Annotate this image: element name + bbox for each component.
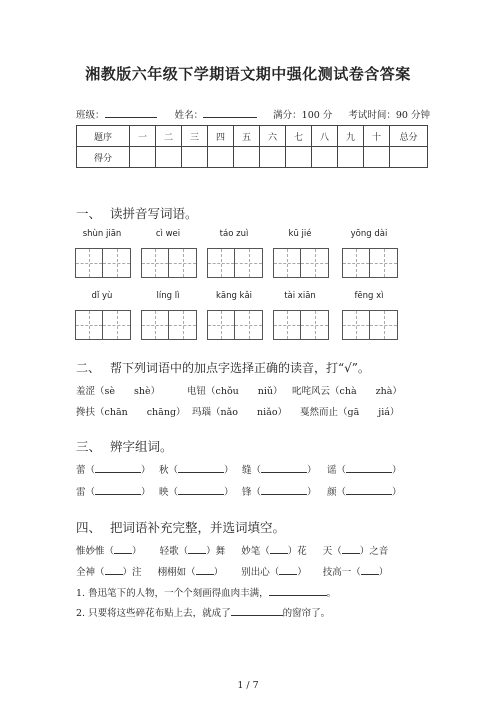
score-header-row — [77, 126, 428, 147]
pinyin-label: táo zuì — [219, 229, 249, 239]
score-cell[interactable] — [260, 147, 286, 168]
score-header-cell: 四 — [208, 126, 234, 147]
score-value-row — [77, 147, 428, 168]
score-cell[interactable] — [234, 147, 260, 168]
score-table — [76, 125, 428, 168]
idiom-row — [76, 543, 388, 557]
writing-grid[interactable] — [141, 310, 197, 340]
idiom-item[interactable]: 别出心（ ） — [241, 567, 307, 578]
exam-info — [76, 107, 430, 121]
fill-sentence-2[interactable]: 2. 只要将这些碎花布贴上去，就成了 的窗帘了。 — [76, 608, 331, 619]
writing-grid[interactable] — [207, 310, 263, 340]
idiom-item[interactable]: 轻歌（ ）舞 — [159, 546, 226, 557]
writing-grid[interactable] — [141, 248, 197, 278]
score-header-cell: 十 — [364, 126, 390, 147]
score-cell[interactable] — [208, 147, 234, 168]
section-3-heading: 三、 辨字组词。 — [76, 439, 173, 454]
reading-choice-item[interactable]: 玛瑙（nǎo niǎo） — [192, 407, 288, 418]
score-cell[interactable] — [390, 147, 428, 168]
score-cell[interactable] — [156, 147, 182, 168]
word-group-item[interactable]: 锋（ ） — [242, 487, 317, 498]
score-cell[interactable] — [286, 147, 312, 168]
idiom-item[interactable]: 全神（ ）注 — [76, 567, 142, 578]
word-group-item[interactable]: 映（ ） — [159, 487, 234, 498]
word-group-item[interactable]: 缝（ ） — [242, 465, 317, 476]
score-cell[interactable] — [312, 147, 338, 168]
score-row-label: 得分 — [77, 147, 130, 168]
idiom-item[interactable]: 技高一（ ） — [322, 567, 389, 578]
class-label: 班级： — [76, 110, 105, 121]
score-header-cell: 一 — [130, 126, 156, 147]
pinyin-row-2 — [66, 291, 426, 351]
pinyin-label: fēng xì — [354, 291, 384, 301]
name-blank — [203, 108, 257, 118]
writing-grid[interactable] — [207, 248, 263, 278]
score-cell[interactable] — [130, 147, 156, 168]
reading-choice-item[interactable]: 搀扶（chān chāng） — [76, 407, 186, 418]
score-header-cell: 总分 — [390, 126, 428, 147]
reading-choice-item[interactable]: 戛然而止（gā jiá） — [300, 407, 400, 418]
word-group-item[interactable]: 谣（ ） — [327, 465, 402, 476]
pinyin-label: shùn jiān — [82, 229, 122, 239]
exam-time: 考试时间：90 分钟 — [348, 110, 430, 121]
score-cell[interactable] — [338, 147, 364, 168]
score-header-cell: 八 — [312, 126, 338, 147]
class-blank — [105, 108, 157, 118]
section-2-heading: 二、 帮下列词语中的加点字选择正确的读音，打“√”。 — [76, 361, 370, 375]
word-group-row — [76, 462, 416, 476]
writing-grid[interactable] — [342, 248, 398, 278]
word-group-item[interactable]: 颜（ ） — [327, 487, 402, 498]
page-title: 湘教版六年级下学期语文期中强化测试卷含答案 — [85, 65, 411, 83]
reading-choice-item[interactable]: 电钮（chǒu niǔ） — [187, 386, 283, 397]
section-4-heading: 四、 把词语补充完整，并选词填空。 — [76, 520, 286, 535]
score-cell[interactable] — [182, 147, 208, 168]
writing-grid[interactable] — [273, 310, 329, 340]
pinyin-label: cì wei — [155, 229, 181, 239]
idiom-item[interactable]: 惟妙惟（ ） — [76, 546, 142, 557]
pinyin-row-1 — [66, 229, 426, 289]
pinyin-label: líng lì — [156, 291, 180, 301]
score-header-cell: 三 — [182, 126, 208, 147]
reading-choice-item[interactable]: 叱咤风云（chà zhà） — [292, 386, 402, 397]
score-header-cell: 二 — [156, 126, 182, 147]
idiom-item[interactable]: 栩栩如（ ） — [157, 567, 224, 578]
writing-grid[interactable] — [75, 248, 131, 278]
reading-choice-item[interactable]: 羞涩（sè shè） — [76, 386, 161, 397]
word-group-item[interactable]: 雷（ ） — [76, 487, 151, 498]
score-header-cell: 六 — [260, 126, 286, 147]
score-header-cell: 题序 — [77, 126, 130, 147]
idiom-item[interactable]: 天（ ）之音 — [322, 546, 389, 557]
writing-grid[interactable] — [75, 310, 131, 340]
score-header-cell: 七 — [286, 126, 312, 147]
pinyin-label: tài xiān — [284, 291, 316, 301]
page-number: 1 / 7 — [237, 680, 259, 691]
name-label: 姓名： — [174, 110, 204, 121]
score-cell[interactable] — [364, 147, 390, 168]
writing-grid[interactable] — [273, 248, 329, 278]
pinyin-label: dǐ yù — [91, 291, 113, 301]
score-header-cell: 九 — [338, 126, 364, 147]
word-group-item[interactable]: 蕾（ ） — [76, 465, 151, 476]
writing-grid[interactable] — [342, 310, 398, 340]
idiom-item[interactable]: 妙笔（ ）花 — [241, 546, 307, 557]
section-1-heading: 一、 读拼音写词语。 — [76, 206, 198, 221]
pinyin-label: yōng dài — [350, 229, 388, 239]
fill-sentence-1[interactable]: 1. 鲁迅笔下的人物，一个个刻画得血肉丰满， 。 — [76, 588, 337, 599]
full-score: 满分：100 分 — [273, 110, 333, 121]
pinyin-label: kāng kǎi — [215, 291, 253, 301]
word-group-row — [76, 484, 416, 498]
word-group-item[interactable]: 秋（ ） — [159, 465, 234, 476]
score-header-cell: 五 — [234, 126, 260, 147]
idiom-row — [76, 564, 388, 578]
pinyin-label: kū jié — [288, 229, 312, 239]
